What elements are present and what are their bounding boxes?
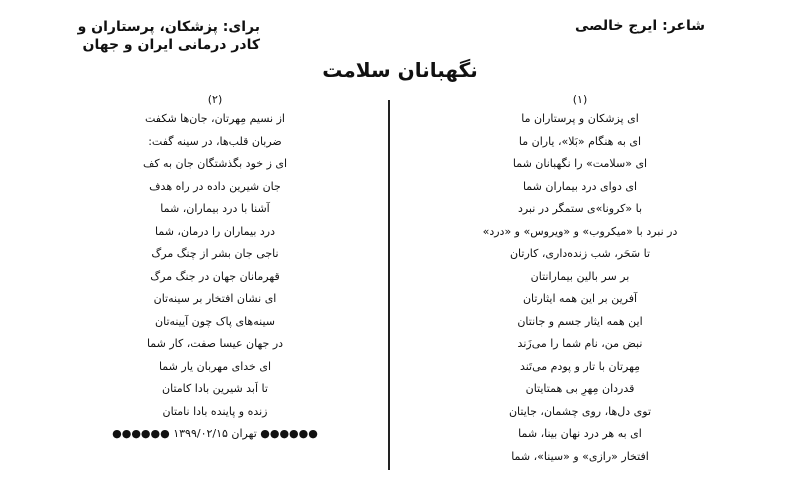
verse-line: آشنا با درد بیماران، شما xyxy=(160,202,270,215)
verse-line: زنده و پاینده بادا نامتان xyxy=(162,404,268,418)
dedication xyxy=(10,18,260,54)
verse-line: ای دوای درد بیماران شما xyxy=(522,179,638,193)
verse-line: ضربان قلب‌ها، در سینه گفت: xyxy=(148,134,282,148)
verse-list xyxy=(420,108,740,468)
verse-line: افتخار «رازی» و «سینا»، شما xyxy=(511,449,649,463)
verse-line: درد بیماران را درمان، شما xyxy=(154,224,275,238)
verse-line: جان شیرین داده در راه هدف xyxy=(149,179,281,193)
verse-line: ای ز خود بگذشتگان جان به کف xyxy=(142,157,288,170)
verse-list xyxy=(55,108,375,423)
verse-line: در نبرد با «میکروب» و «ویروس» و «درد» xyxy=(482,224,678,238)
verse-line: بر سر بالین بیمارانتان xyxy=(530,269,630,283)
verse-line: قدردان مِهرِ بی همتایتان xyxy=(525,382,635,395)
verse-line: ناجی جان بشر از چنگ مرگ xyxy=(151,247,279,260)
verse-line: از نسیم مِهرتان، جان‌ها شکفت xyxy=(145,112,285,125)
column-divider xyxy=(388,100,390,470)
verse-line: تا اَبد شیرین بادا کامتان xyxy=(162,382,268,395)
verse-line: سینه‌های پاک چون آیینه‌تان xyxy=(155,314,275,328)
verse-line: قهرمانان جهان در جنگ مرگ xyxy=(150,269,280,283)
stanza-number: (۲) xyxy=(207,93,223,106)
stanza-1 xyxy=(420,92,740,468)
verse-line: توی دل‌ها، روی چشمان، جایتان xyxy=(508,404,652,418)
verse-line: ای خدای مهربان یار شما xyxy=(158,359,272,373)
verse-line: با «کرونا»ی ستمگر در نبرد xyxy=(517,202,643,215)
verse-line: آفرین بر این همه ایثارتان xyxy=(522,292,638,305)
verse-line: مِهرتان با تار و پودم می‌تَند xyxy=(519,359,641,373)
stanza-2 xyxy=(55,92,375,440)
poet-name: شاعر: ایرج خالصی xyxy=(574,18,705,34)
verse-line: ای نشان افتخار بر سینه‌تان xyxy=(153,292,277,305)
verse-line: این همه ایثار جسم و جانتان xyxy=(517,314,643,328)
verse-line: تا سَحَر، شب زنده‌داری، کارتان xyxy=(509,247,651,260)
poem-title: نگهبانان سلامت xyxy=(322,58,478,82)
verse-line: ای به هر درد نهان بینا، شما xyxy=(518,427,642,440)
dedication-line: کادر درمانی ایران و جهان xyxy=(82,37,260,53)
verse-line: در جهان عیسا صفت، کار شما xyxy=(146,337,284,350)
dedication-line: برای: پزشکان، پرستاران و xyxy=(77,19,260,35)
verse-line: نبض من، نام شما را می‌زَند xyxy=(517,337,643,350)
stanza-number: (۱) xyxy=(572,93,588,106)
verse-line: ای به هنگام «بَلا»، یاران ما xyxy=(518,134,642,148)
verse-line: ای پزشکان و پرستاران ما xyxy=(521,112,639,125)
date-footer: ●●●●●● تهران ۱۳۹۹/۰۲/۱۵ ●●●●●● xyxy=(112,427,318,440)
verse-line: ای «سلامت» را نگهبانان شما xyxy=(512,157,648,170)
